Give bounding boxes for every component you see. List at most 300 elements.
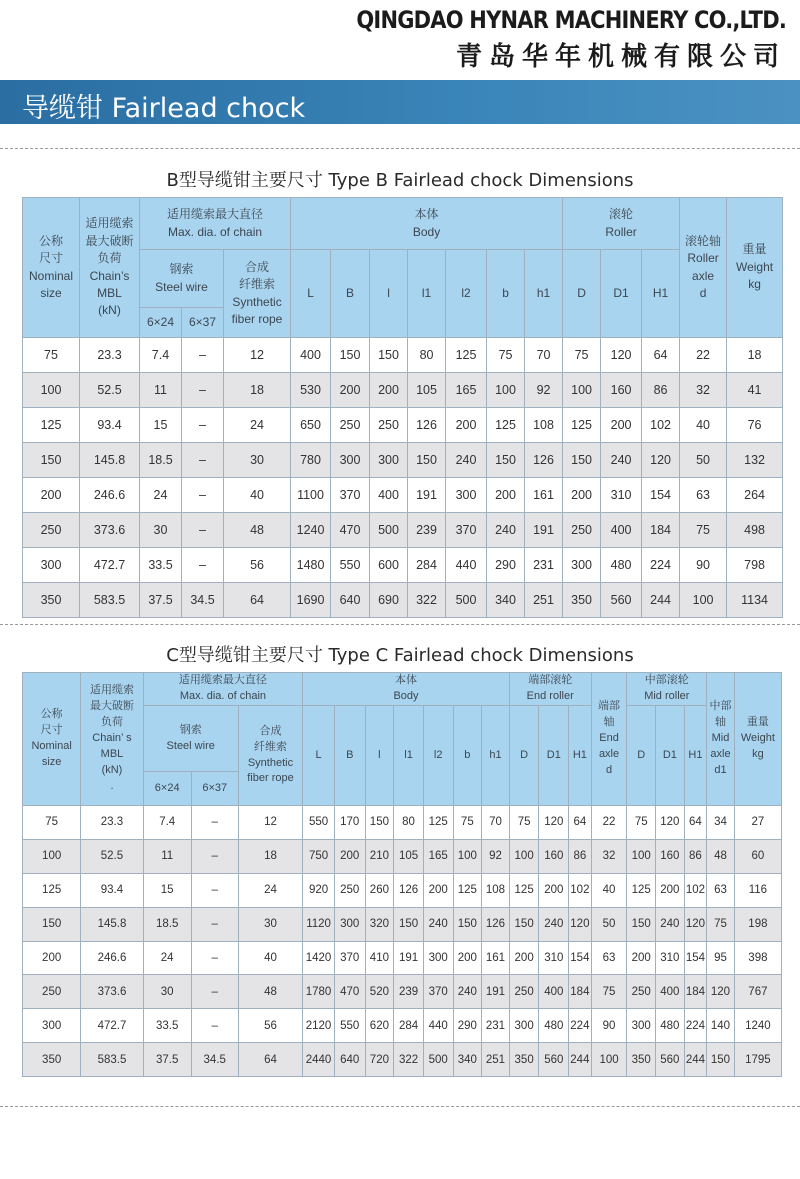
header-line: MBL — [97, 285, 122, 300]
table-cell: 50 — [591, 907, 627, 941]
table-cell: 125 — [627, 873, 656, 907]
table-cell: 90 — [680, 548, 727, 583]
divider-middle — [0, 624, 800, 625]
header-line: 中部滚轮 — [644, 674, 689, 687]
table-cell: 620 — [365, 1009, 394, 1043]
table-cell: 191 — [408, 478, 446, 513]
divider-top — [0, 148, 800, 149]
table-cell: 64 — [684, 806, 707, 840]
table-cell: 240 — [453, 975, 482, 1009]
table-cell: 120 — [684, 907, 707, 941]
table-cell: 310 — [539, 941, 569, 975]
table-cell: 100 — [591, 1043, 627, 1077]
table-cell: 240 — [601, 443, 642, 478]
table-cell: 15 — [140, 408, 182, 443]
table-cell: 154 — [642, 478, 680, 513]
table-cell: 250 — [331, 408, 370, 443]
table-cell: 7.4 — [143, 806, 191, 840]
header-line: 端部 — [598, 700, 621, 713]
table-cell: 231 — [525, 548, 563, 583]
header-line: Nominal — [28, 268, 73, 283]
table-cell: 75 — [591, 975, 627, 1009]
header-end-axle — [591, 673, 627, 806]
table-cell: 300 — [627, 1009, 656, 1043]
table-cell: 22 — [680, 338, 727, 373]
table-cell: 583.5 — [81, 1043, 143, 1077]
table-cell: 86 — [684, 839, 707, 873]
table-cell: 350 — [509, 1043, 539, 1077]
header-line: Max. dia. of chain — [167, 224, 263, 239]
table-cell: 373.6 — [81, 975, 143, 1009]
header-steel-wire — [140, 250, 224, 308]
table-cell: 170 — [334, 806, 365, 840]
table-cell: 200 — [23, 941, 81, 975]
table-row — [23, 408, 783, 443]
table-cell: 224 — [684, 1009, 707, 1043]
table-cell: 340 — [453, 1043, 482, 1077]
header-line: size — [41, 755, 62, 768]
table-cell: 11 — [143, 839, 191, 873]
table-b — [22, 197, 783, 618]
table-cell: 400 — [370, 478, 408, 513]
header-line: Weight — [735, 259, 774, 274]
table-cell: 18 — [727, 338, 783, 373]
header-line: 轴 — [603, 716, 615, 729]
header-end-roller-col: H1 — [569, 706, 592, 806]
table-cell: 120 — [569, 907, 592, 941]
table-cell: 23.3 — [80, 338, 140, 373]
table-cell: 63 — [707, 873, 735, 907]
table-cell: 86 — [642, 373, 680, 408]
table-cell: 160 — [539, 839, 569, 873]
table-row — [23, 839, 782, 873]
table-c-caption: C型导缆钳主要尺寸 Type C Fairlead chock Dimensions — [166, 645, 634, 666]
table-cell: 250 — [23, 513, 80, 548]
table-cell: 27 — [734, 806, 781, 840]
table-cell: 92 — [482, 839, 510, 873]
table-cell: 560 — [656, 1043, 685, 1077]
table-cell: – — [191, 975, 238, 1009]
table-cell: 284 — [408, 548, 446, 583]
header-body-col: B — [331, 250, 370, 338]
table-cell: 161 — [525, 478, 563, 513]
table-cell: 498 — [727, 513, 783, 548]
table-row — [23, 941, 782, 975]
table-cell: 520 — [365, 975, 394, 1009]
table-cell: 500 — [446, 583, 487, 618]
header-mid-roller — [627, 673, 707, 706]
table-cell: 290 — [487, 548, 525, 583]
table-cell: 125 — [487, 408, 525, 443]
header-line: 负荷 — [97, 251, 122, 266]
header-roller-axle — [680, 198, 727, 338]
table-cell: 125 — [23, 408, 80, 443]
header-line: Weight — [740, 732, 775, 745]
table-cell: 690 — [370, 583, 408, 618]
table-cell: 100 — [23, 839, 81, 873]
header-6x24: 6×24 — [140, 308, 182, 338]
table-cell: 600 — [370, 548, 408, 583]
table-cell: 108 — [525, 408, 563, 443]
header-line: 尺寸 — [40, 724, 63, 737]
table-cell: 198 — [734, 907, 781, 941]
table-cell: 116 — [734, 873, 781, 907]
header-line: 纤维索 — [239, 277, 276, 292]
table-cell: 767 — [734, 975, 781, 1009]
header-roller — [563, 198, 680, 250]
header-line: d1 — [714, 763, 727, 776]
table-cell: 264 — [727, 478, 783, 513]
table-row — [23, 443, 783, 478]
header-line: 适用缆索 — [85, 216, 134, 231]
table-cell: 200 — [563, 478, 601, 513]
table-cell: 530 — [291, 373, 331, 408]
table-cell: 18 — [224, 373, 291, 408]
header-line: End roller — [526, 690, 574, 702]
header-mid-axle — [707, 673, 735, 806]
header-mid-roller-col: H1 — [684, 706, 707, 806]
header-line: MBL — [100, 747, 124, 760]
table-cell: – — [182, 338, 224, 373]
table-cell: 350 — [563, 583, 601, 618]
table-cell: 100 — [680, 583, 727, 618]
table-row — [23, 373, 783, 408]
header-6x37: 6×37 — [191, 772, 238, 806]
table-cell: 210 — [365, 839, 394, 873]
table-cell: 150 — [487, 443, 525, 478]
table-cell: 30 — [238, 907, 302, 941]
table-cell: 75 — [707, 907, 735, 941]
table-cell: 126 — [525, 443, 563, 478]
table-cell: 70 — [482, 806, 510, 840]
header-line: 钢索 — [179, 723, 202, 736]
header-body-col: h1 — [525, 250, 563, 338]
header-body-col: l2 — [446, 250, 487, 338]
table-cell: 40 — [238, 941, 302, 975]
table-cell: 100 — [509, 839, 539, 873]
table-cell: 64 — [224, 583, 291, 618]
table-row — [23, 1043, 782, 1077]
table-cell: 34 — [707, 806, 735, 840]
table-row — [23, 583, 783, 618]
table-cell: 398 — [734, 941, 781, 975]
header-roller-col: D — [563, 250, 601, 338]
table-cell: 440 — [423, 1009, 453, 1043]
header-body — [291, 198, 563, 250]
header-body-col: l2 — [423, 706, 453, 806]
table-cell: 52.5 — [81, 839, 143, 873]
table-cell: 244 — [684, 1043, 707, 1077]
header-line: 尺寸 — [38, 251, 63, 266]
table-cell: 200 — [539, 873, 569, 907]
header-line: Synthetic — [232, 294, 282, 309]
table-cell: – — [191, 1009, 238, 1043]
header-body-col: b — [487, 250, 525, 338]
table-cell: 240 — [656, 907, 685, 941]
table-cell: – — [191, 839, 238, 873]
table-cell: 52.5 — [80, 373, 140, 408]
table-cell: 165 — [446, 373, 487, 408]
header-chain-mbl — [80, 198, 140, 338]
table-cell: 105 — [394, 839, 424, 873]
table-cell: 200 — [509, 941, 539, 975]
table-cell: 470 — [334, 975, 365, 1009]
table-cell: 33.5 — [143, 1009, 191, 1043]
header-line: (kN) — [98, 303, 121, 318]
header-line: 适用缆索 — [89, 684, 134, 697]
table-row — [23, 548, 783, 583]
header-mid-roller-col: D — [627, 706, 656, 806]
table-cell: 640 — [331, 583, 370, 618]
table-row — [23, 907, 782, 941]
table-cell: 184 — [642, 513, 680, 548]
table-cell: 102 — [642, 408, 680, 443]
table-cell: 24 — [224, 408, 291, 443]
table-cell: 284 — [394, 1009, 424, 1043]
header-roller-col: D1 — [601, 250, 642, 338]
header-line: axle — [710, 747, 731, 760]
header-nominal-size — [23, 198, 80, 338]
table-cell: 300 — [23, 548, 80, 583]
table-cell: 120 — [539, 806, 569, 840]
table-cell: 11 — [140, 373, 182, 408]
table-cell: 239 — [408, 513, 446, 548]
table-cell: 200 — [23, 478, 80, 513]
table-cell: 150 — [707, 1043, 735, 1077]
header-line: Chain’s — [89, 268, 130, 283]
table-cell: 246.6 — [81, 941, 143, 975]
table-cell: 150 — [394, 907, 424, 941]
table-cell: 150 — [453, 907, 482, 941]
table-row — [23, 478, 783, 513]
table-cell: 125 — [453, 873, 482, 907]
table-cell: 150 — [509, 907, 539, 941]
table-cell: 350 — [23, 583, 80, 618]
table-cell: 240 — [487, 513, 525, 548]
table-cell: 150 — [408, 443, 446, 478]
header-line: 钢索 — [169, 262, 194, 277]
table-cell: 154 — [684, 941, 707, 975]
table-cell: 224 — [569, 1009, 592, 1043]
header-synthetic — [224, 250, 291, 338]
table-cell: 400 — [291, 338, 331, 373]
header-line: fiber rope — [231, 311, 283, 326]
table-cell: 370 — [334, 941, 365, 975]
table-cell: 1690 — [291, 583, 331, 618]
table-cell: – — [182, 443, 224, 478]
table-cell: 37.5 — [143, 1043, 191, 1077]
header-line: 最大破断 — [89, 700, 134, 713]
header-max-dia — [143, 673, 303, 706]
header-line: size — [40, 285, 62, 300]
table-cell: 200 — [656, 873, 685, 907]
table-cell: 150 — [23, 443, 80, 478]
table-cell: 24 — [140, 478, 182, 513]
table-cell: 240 — [423, 907, 453, 941]
table-cell: 40 — [680, 408, 727, 443]
header-max-dia — [140, 198, 291, 250]
table-cell: 64 — [238, 1043, 302, 1077]
table-cell: 12 — [224, 338, 291, 373]
table-cell: 86 — [569, 839, 592, 873]
table-cell: 300 — [423, 941, 453, 975]
header-body-col: l1 — [394, 706, 424, 806]
table-cell: 322 — [408, 583, 446, 618]
table-cell: 150 — [627, 907, 656, 941]
table-cell: 75 — [23, 338, 80, 373]
table-cell: 80 — [408, 338, 446, 373]
table-cell: – — [182, 373, 224, 408]
table-cell: 300 — [370, 443, 408, 478]
table-cell: 22 — [591, 806, 627, 840]
header-body-col: B — [334, 706, 365, 806]
table-cell: 150 — [370, 338, 408, 373]
table-cell: 37.5 — [140, 583, 182, 618]
table-cell: 240 — [539, 907, 569, 941]
table-cell: 32 — [680, 373, 727, 408]
header-line: 公称 — [40, 708, 63, 721]
table-cell: 76 — [727, 408, 783, 443]
table-cell: 1480 — [291, 548, 331, 583]
header-line: 适用缆索最大直径 — [178, 674, 267, 687]
header-line: Nominal — [31, 740, 72, 752]
table-cell: 200 — [601, 408, 642, 443]
table-cell: 40 — [591, 873, 627, 907]
header-line: 中部 — [709, 700, 732, 713]
table-cell: 780 — [291, 443, 331, 478]
table-cell: 184 — [569, 975, 592, 1009]
table-cell: 92 — [525, 373, 563, 408]
table-cell: 920 — [303, 873, 335, 907]
table-cell: 480 — [601, 548, 642, 583]
table-cell: 160 — [656, 839, 685, 873]
table-cell: 75 — [627, 806, 656, 840]
company-name-en: QINGDAO HYNAR MACHINERY CO.,LTD. — [356, 6, 786, 34]
table-cell: 200 — [334, 839, 365, 873]
table-cell: 7.4 — [140, 338, 182, 373]
header-body-col: l — [365, 706, 394, 806]
header-line: End — [599, 732, 619, 745]
table-cell: 23.3 — [81, 806, 143, 840]
table-cell: 64 — [642, 338, 680, 373]
header-line: 重量 — [742, 242, 767, 257]
table-cell: 24 — [143, 941, 191, 975]
table-cell: 100 — [563, 373, 601, 408]
table-cell: 120 — [601, 338, 642, 373]
table-cell: 50 — [680, 443, 727, 478]
table-cell: 250 — [627, 975, 656, 1009]
table-cell: 750 — [303, 839, 335, 873]
table-b-caption: B型导缆钳主要尺寸 Type B Fairlead chock Dimensions — [166, 170, 634, 191]
header-line: Steel wire — [155, 279, 208, 294]
table-cell: 56 — [238, 1009, 302, 1043]
header-line: Mid roller — [644, 690, 690, 702]
table-cell: 145.8 — [81, 907, 143, 941]
table-cell: 290 — [453, 1009, 482, 1043]
header-line: Roller — [605, 224, 637, 239]
table-cell: 240 — [446, 443, 487, 478]
header-synthetic — [238, 706, 302, 806]
table-cell: 90 — [591, 1009, 627, 1043]
table-cell: 231 — [482, 1009, 510, 1043]
header-line: Roller — [687, 251, 719, 266]
header-line: d — [605, 763, 613, 776]
table-cell: 132 — [727, 443, 783, 478]
table-cell: 400 — [601, 513, 642, 548]
header-line: d — [699, 285, 707, 300]
table-cell: 63 — [591, 941, 627, 975]
table-cell: 18.5 — [143, 907, 191, 941]
header-line: 纤维索 — [253, 740, 287, 753]
header-line: 最大破断 — [85, 233, 134, 248]
header-line: 端部滚轮 — [528, 674, 573, 687]
table-cell: 32 — [591, 839, 627, 873]
table-cell: 350 — [23, 1043, 81, 1077]
company-header — [356, 6, 786, 73]
table-cell: 100 — [627, 839, 656, 873]
table-cell: 30 — [224, 443, 291, 478]
header-line: Body — [393, 690, 419, 702]
table-cell: 798 — [727, 548, 783, 583]
table-cell: 102 — [569, 873, 592, 907]
table-cell: 161 — [482, 941, 510, 975]
header-line: Body — [412, 224, 441, 239]
table-cell: 95 — [707, 941, 735, 975]
header-line: 本体 — [395, 674, 417, 687]
table-cell: 1120 — [303, 907, 335, 941]
header-6x24: 6×24 — [143, 772, 191, 806]
header-line: Steel wire — [166, 739, 215, 752]
table-cell: 370 — [423, 975, 453, 1009]
header-end-roller-col: D1 — [539, 706, 569, 806]
header-line: 负荷 — [100, 716, 123, 729]
header-line: Synthetic — [247, 756, 294, 769]
table-cell: 18.5 — [140, 443, 182, 478]
table-cell: 480 — [539, 1009, 569, 1043]
table-cell: – — [191, 907, 238, 941]
table-cell: 120 — [656, 806, 685, 840]
header-line: 合成 — [259, 724, 282, 737]
header-chain-mbl — [81, 673, 143, 806]
header-body-col: L — [291, 250, 331, 338]
table-cell: 100 — [487, 373, 525, 408]
table-cell: 93.4 — [80, 408, 140, 443]
table-cell: 60 — [734, 839, 781, 873]
header-6x37: 6×37 — [182, 308, 224, 338]
table-cell: 320 — [365, 907, 394, 941]
header-line: kg — [752, 747, 764, 760]
table-cell: 370 — [446, 513, 487, 548]
title-banner — [0, 80, 800, 124]
header-roller-col: H1 — [642, 250, 680, 338]
table-cell: 30 — [143, 975, 191, 1009]
header-line: 轴 — [714, 716, 726, 729]
table-cell: 244 — [569, 1043, 592, 1077]
table-cell: 160 — [601, 373, 642, 408]
table-cell: 30 — [140, 513, 182, 548]
table-cell: 75 — [487, 338, 525, 373]
table-cell: 1420 — [303, 941, 335, 975]
table-cell: 373.6 — [80, 513, 140, 548]
table-cell: 410 — [365, 941, 394, 975]
header-line: Chain’ s — [92, 732, 132, 745]
table-cell: 310 — [656, 941, 685, 975]
table-cell: 40 — [224, 478, 291, 513]
table-cell: 370 — [331, 478, 370, 513]
header-weight — [734, 673, 781, 806]
table-cell: – — [191, 941, 238, 975]
table-cell: 48 — [238, 975, 302, 1009]
